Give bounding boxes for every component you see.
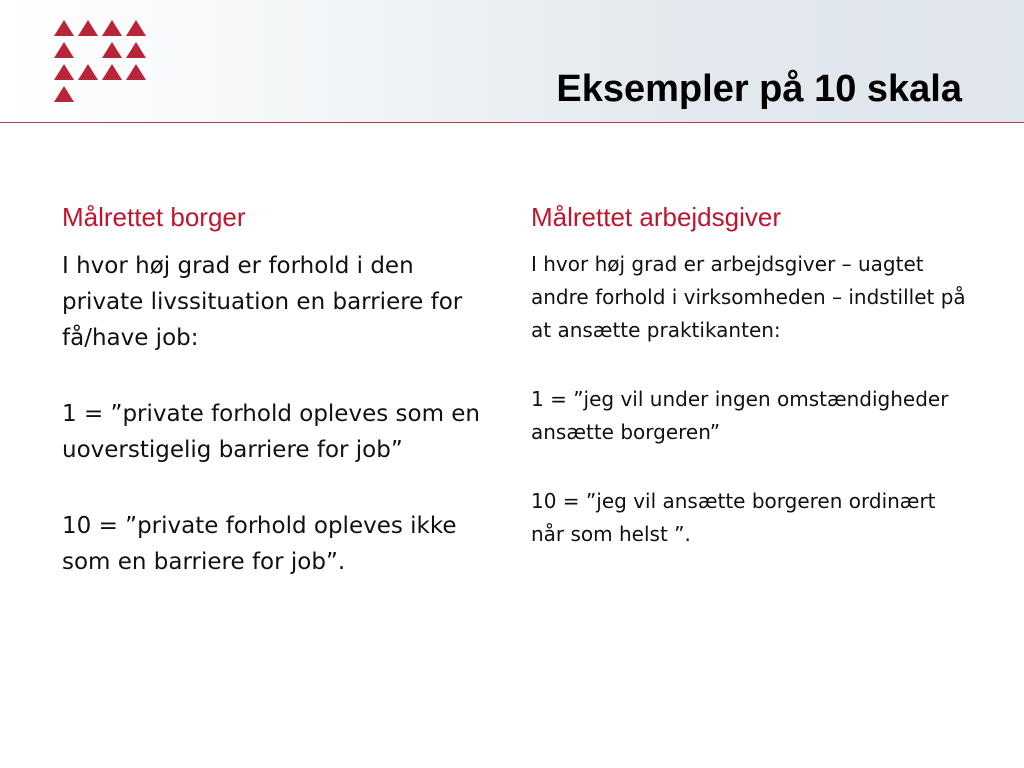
right-column-heading: Målrettet arbejdsgiver [531, 202, 781, 232]
right-column [531, 200, 971, 587]
left-column-heading: Målrettet borger [62, 202, 246, 232]
left-paragraph-question: I hvor høj grad er forhold i den private livssituation en barriere for få/have job: [62, 253, 463, 351]
left-column [62, 200, 492, 620]
slide-title: Eksempler på 10 skala [556, 68, 962, 110]
header-divider [0, 122, 1024, 123]
red-triangle-grid-logo-icon [52, 18, 152, 108]
left-paragraph-scale-1: 1 = ”private forhold opleves som en uoverstigelig barriere for job” [62, 401, 481, 463]
right-paragraph-question: I hvor høj grad er arbejdsgiver – uagtet andre forhold i virksomheden – indstillet på at ansætte praktikanten: [531, 252, 966, 342]
right-paragraph-scale-10: 10 = ”jeg vil ansætte borgeren ordinært når som helst ”. [531, 489, 936, 546]
right-paragraph-scale-1: 1 = ”jeg vil under ingen omstændigheder ansætte borgeren” [531, 387, 949, 444]
left-paragraph-scale-10: 10 = ”private forhold opleves ikke som en barriere for job”. [62, 513, 457, 575]
